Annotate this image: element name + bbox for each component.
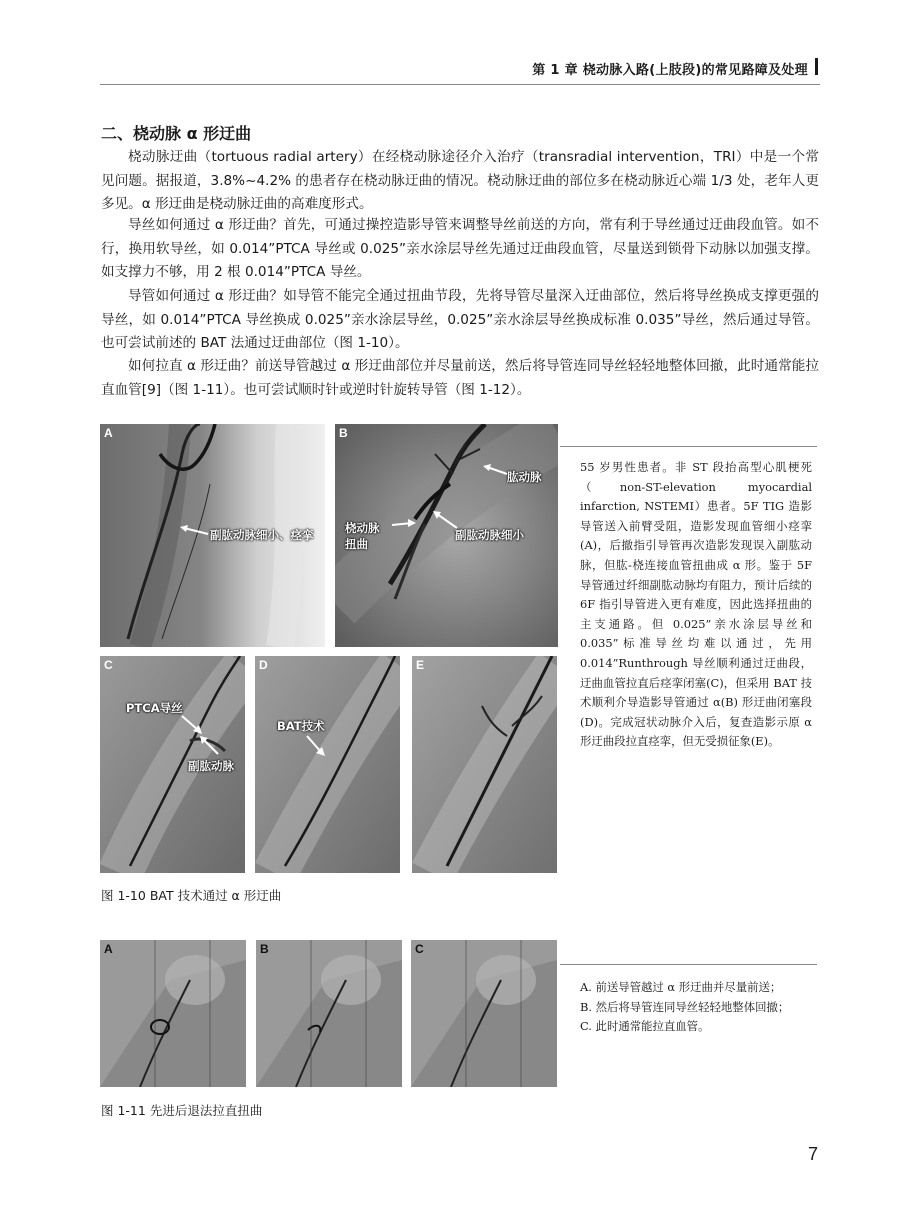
figure-1-11-panel-a <box>100 940 246 1087</box>
annotation-accessory-brachial: 副肱动脉细小 <box>455 528 524 542</box>
figure-1-11-caption: 图 1-11 先进后退法拉直扭曲 <box>101 1103 263 1118</box>
panel-label: E <box>416 658 425 672</box>
arrow-icon <box>180 714 202 734</box>
annotation-a: 副肱动脉细小、痉挛 <box>210 528 314 542</box>
arrow-icon <box>200 736 220 756</box>
arrow-icon <box>433 510 459 530</box>
annotation-brachial-artery: 肱动脉 <box>507 470 542 484</box>
running-header <box>0 55 900 85</box>
section-heading: 二、桡动脉 α 形迂曲 <box>101 124 252 143</box>
panel-label: C <box>104 658 113 672</box>
caption-line: A. 前送导管越过 α 形迂曲并尽量前送； <box>580 980 782 994</box>
header-bar <box>815 58 818 75</box>
paragraph-2: 导丝如何通过 α 形迂曲？首先，可通过操控造影导管来调整导丝前送的方向，常有利于导丝通过迂曲段血管。如不行，换用软导丝，如 0.014”PTCA 导丝或 0.025”亲水涂层导丝先通过迂曲段血管，尽量送到锁骨下动脉以加强支撑。如支撑力不够，用 2 根 0.014”PTCA 导丝。 <box>101 217 819 280</box>
annotation-accessory-artery: 副肱动脉 <box>188 759 234 773</box>
panel-label: C <box>415 942 424 956</box>
panel-label: A <box>104 942 113 956</box>
figure-1-10-panel-a <box>100 424 325 647</box>
annotation-ptca-wire: PTCA导丝 <box>126 701 183 715</box>
angiogram-e-image <box>412 656 557 873</box>
paragraph-3: 导管如何通过 α 形迂曲？如导管不能完全通过扭曲节段，先将导管尽量深入迂曲部位，然后将导丝换成支撑更强的导丝，如 0.014”PTCA 导丝换成 0.025”亲水涂层导丝，0.025”亲水涂层导丝换成标准 0.035”导丝，然后通过导管。也可尝试前述的 BAT 法通过迂曲部位（图 1-10）。 <box>101 288 819 351</box>
paragraph-4: 如何拉直 α 形迂曲？前送导管越过 α 形迂曲部位并尽量前送，然后将导管连同导丝轻轻地整体回撤，此时通常能拉直血管[9]（图 1-11）。也可尝试顺时针或逆时针旋转导管（图 1-12）。 <box>101 358 819 398</box>
figure-1-10-panel-d <box>255 656 400 873</box>
angiogram-d-image <box>255 656 400 873</box>
arrow-icon <box>390 519 416 531</box>
figure-1-10-side-caption: 55 岁男性患者。非 ST 段抬高型心肌梗死（non-ST-elevation myocardial infarction, NSTEMI）患者。5F TIG 造影导管送入前臂受阻，造影发现血管细小痉挛(A)，后撤指引导管再次造影发现误入副肱动脉，但肱-桡连接血管扭曲成 α 形。鉴于 5F 导管通过纤细副肱动脉均有阻力，预计后续的 6F 指引导管进入更有难度，因此选择扭曲的主支通路。但 0.025”亲水涂层导丝和 0.035”标准导丝均难以通过，先用 0.014”Runthrough 导丝顺利通过迂曲段，迂曲血管拉直后痉挛闭塞(C)，但采用 BAT 技术顺利介导造影导管通过 α(B) 形迂曲闭塞段(D)。完成冠状动脉介入后，复查造影示原 α 形迂曲段拉直痉挛，但无受损征象(E)。 <box>580 460 812 749</box>
arrow-icon <box>180 524 210 540</box>
figure-1-11-panel-c <box>411 940 557 1087</box>
figure-1-11-panel-b <box>256 940 402 1087</box>
figure-1-10-panel-b <box>335 424 558 647</box>
caption-rule <box>560 446 817 447</box>
caption-rule <box>560 964 817 965</box>
annotation-bat-technique: BAT技术 <box>277 719 325 733</box>
figure-1-10-panel-c <box>100 656 245 873</box>
page-number: 7 <box>807 1144 818 1164</box>
panel-label: B <box>339 426 348 440</box>
header-rule <box>100 84 820 85</box>
figure-1-10-panel-e <box>412 656 557 873</box>
arrow-icon <box>305 734 325 756</box>
paragraph-1: 桡动脉迂曲（tortuous radial artery）在经桡动脉途径介入治疗（transradial intervention，TRI）中是一个常见问题。据报道，3.8%~4.2% 的患者存在桡动脉迂曲的情况。桡动脉迂曲的部位多在桡动脉近心端 1/3 处，老年人更多见。α 形迂曲是桡动脉迂曲的高难度形式。 <box>101 149 819 212</box>
caption-line: B. 然后将导管连同导丝轻轻地整体回撤； <box>580 999 790 1014</box>
panel-label: B <box>260 942 269 956</box>
fluoroscopy-c-image <box>411 940 557 1087</box>
caption-line: C. 此时通常能拉直血管。 <box>580 1019 710 1034</box>
annotation-radial-tortuous: 桡动脉 扭曲 <box>345 521 380 551</box>
figure-1-11-side-caption <box>580 978 812 1037</box>
arrow-icon <box>483 464 509 478</box>
panel-label: A <box>104 426 113 440</box>
fluoroscopy-b-image <box>256 940 402 1087</box>
chapter-title: 第 1 章 桡动脉入路(上肢段)的常见路障及处理 <box>532 63 808 78</box>
panel-label: D <box>259 658 268 672</box>
fluoroscopy-a-image <box>100 940 246 1087</box>
figure-1-10-caption: 图 1-10 BAT 技术通过 α 形迂曲 <box>101 888 282 903</box>
